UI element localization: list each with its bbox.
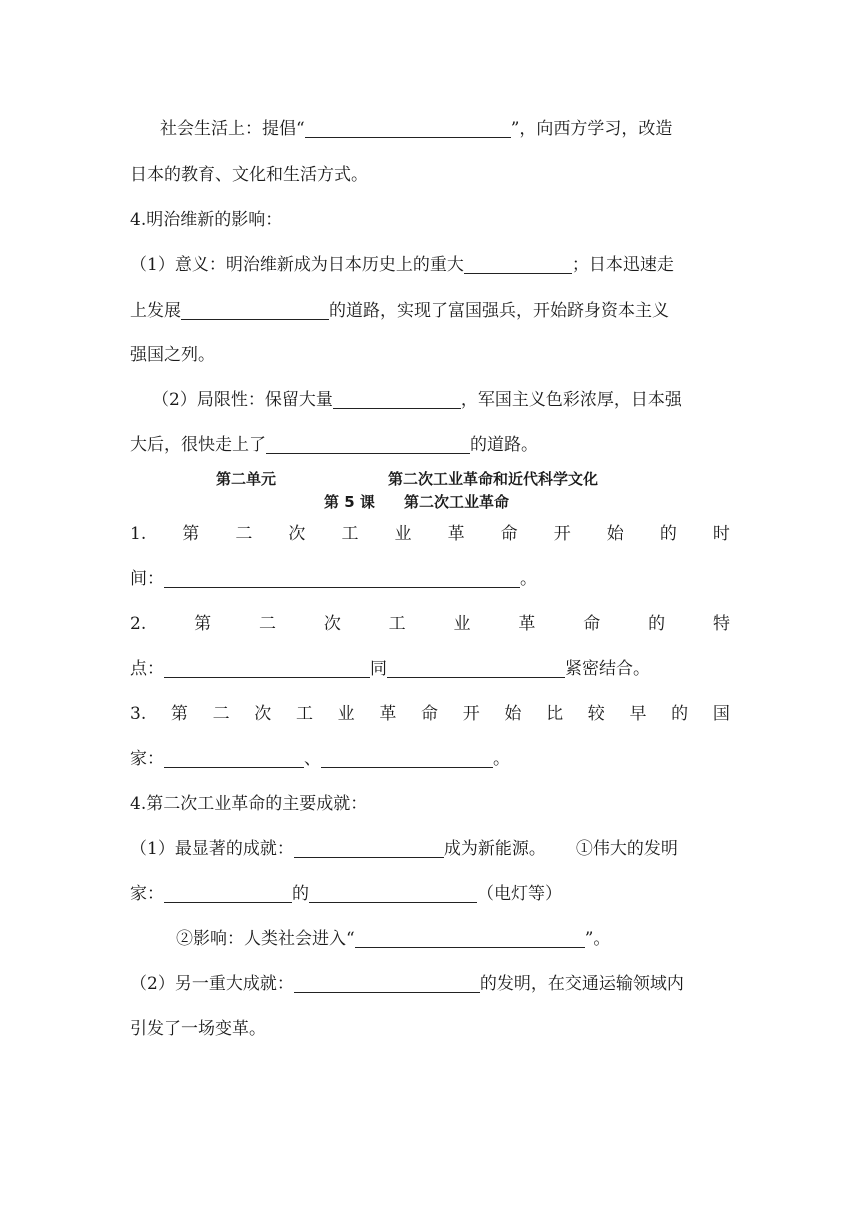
section-heading: 4.明治维新的影响： — [130, 210, 283, 230]
text-line: 引发了一场变革。 — [130, 1019, 266, 1039]
unit-title: 第二次工业革命和近代科学文化 — [388, 470, 599, 488]
question-1-answer: 间： 。 — [130, 569, 537, 589]
blank-field[interactable] — [305, 119, 511, 138]
blank-field[interactable] — [321, 749, 493, 768]
text-line: 大后，很快走上了 的道路。 — [130, 435, 538, 455]
blank-field[interactable] — [164, 659, 370, 678]
blank-field[interactable] — [355, 929, 585, 948]
impact-line: ②影响：人类社会进入“ ”。 — [176, 929, 611, 949]
limitation-line: （2）局限性：保留大量 ，军国主义色彩浓厚，日本强 — [152, 390, 682, 410]
blank-field[interactable] — [387, 659, 565, 678]
blank-field[interactable] — [333, 390, 461, 409]
blank-field[interactable] — [181, 301, 329, 320]
blank-field[interactable] — [164, 569, 520, 588]
blank-field[interactable] — [464, 255, 572, 274]
question-3-answer: 家： 、 。 — [130, 749, 510, 769]
blank-field[interactable] — [164, 884, 292, 903]
question-1: 1. 第 二 次 工 业 革 命 开 始 的 时 — [130, 524, 730, 544]
achievement-2-line: （2）另一重大成就： 的发明，在交通运输领域内 — [130, 974, 684, 994]
question-2-answer: 点： 同 紧密结合。 — [130, 659, 650, 679]
question-2: 2. 第 二 次 工 业 革 命 的 特 — [130, 614, 730, 634]
blank-field[interactable] — [294, 974, 480, 993]
text-line: 上发展 的道路，实现了富国强兵，开始跻身资本主义 — [130, 301, 669, 321]
blank-field[interactable] — [309, 884, 477, 903]
lesson-number: 第 5 课 — [324, 493, 375, 511]
blank-field[interactable] — [266, 435, 470, 454]
social-life-line: 社会生活上：提倡“ ”，向西方学习，改造 — [160, 119, 673, 139]
lesson-title: 第二次工业革命 — [404, 493, 510, 511]
inventor-line: 家： 的 （电灯等） — [130, 884, 562, 904]
question-3: 3. 第 二 次 工 业 革 命 开 始 比 较 早 的 国 — [130, 704, 730, 724]
section-heading: 4.第二次工业革命的主要成就： — [130, 794, 368, 814]
blank-field[interactable] — [164, 749, 304, 768]
significance-line: （1）意义：明治维新成为日本历史上的重大 ；日本迅速走 — [130, 255, 674, 275]
text-line: 强国之列。 — [130, 345, 215, 365]
blank-field[interactable] — [294, 839, 444, 858]
text-line: 日本的教育、文化和生活方式。 — [130, 165, 368, 185]
achievement-1-line: （1）最显著的成就： 成为新能源。 ①伟大的发明 — [130, 839, 678, 859]
unit-number: 第二单元 — [216, 470, 277, 488]
